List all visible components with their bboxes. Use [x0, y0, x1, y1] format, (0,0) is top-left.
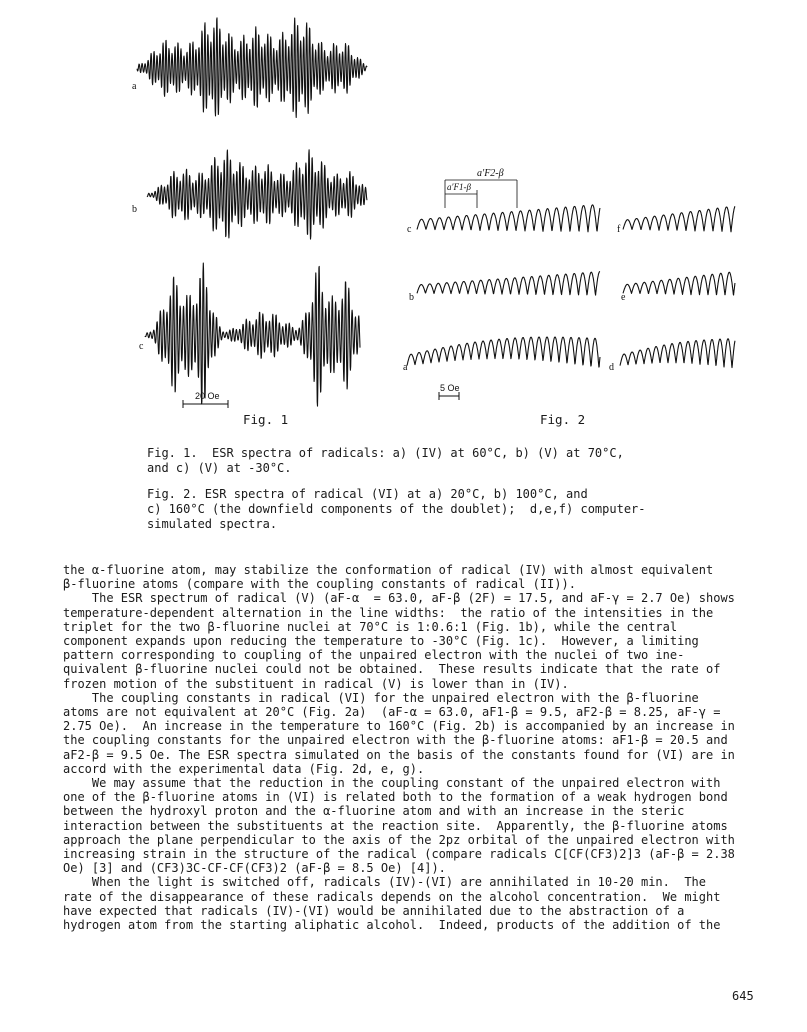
fig2-spectrum-e: [623, 272, 735, 295]
body-line: accord with the experimental data (Fig. 2d, e, g).: [63, 761, 425, 776]
fig1-spectrum-a: [137, 18, 367, 118]
body-line: pattern corresponding to coupling of the unpaired electron with the nuclei of two ine-: [63, 648, 685, 663]
fig2-panel-label-d: d: [609, 362, 614, 373]
fig2-scale-bar: [439, 383, 460, 400]
body-line: atoms are not equivalent at 20°C (Fig. 2a) (aF-α = 63.0, aF1-β = 9.5, aF2-β = 8.25, aF-γ =: [63, 705, 721, 720]
body-line: between the hydroxyl proton and the α-fluorine atom and with an increase in the steric: [63, 804, 685, 819]
body-line: hydrogen atom from the starting aliphatic alcohol. Indeed, products of the addition of the: [63, 918, 721, 933]
body-line: 2.75 Oe). An increase in the temperature to 160°C (Fig. 2b) is accompanied by an increase in: [63, 719, 735, 734]
fig1-panel-label-c: c: [139, 341, 144, 352]
body-line: interaction between the substituents at the reaction site. Apparently, the β-fluorine atoms: [63, 818, 728, 833]
body-line: one of the β-fluorine atoms in (VI) is related both to the formation of a weak hydrogen bond: [63, 790, 728, 805]
body-line: The coupling constants in radical (VI) for the unpaired electron with the β-fluorine: [63, 690, 699, 705]
body-line: rate of the disappearance of these radicals depends on the alcohol concentration. We might: [63, 889, 721, 904]
fig2-annotation-f1: a′F1-β: [447, 182, 471, 192]
fig2-spectrum-c: [417, 205, 600, 232]
body-line: the α-fluorine atom, may stabilize the conformation of radical (IV) with almost equivalent: [63, 563, 714, 577]
body-line: Oe) [3] and (CF3)3C-CF-CF(CF3)2 (aF-β = 8.5 Oe) [4]).: [63, 861, 446, 876]
fig1-panel-label-a: a: [132, 81, 137, 92]
fig2-annotation-f2: a′F2-β: [477, 168, 504, 179]
fig2-spectrum-f: [623, 206, 735, 232]
fig2-panel-label-a: a: [403, 362, 408, 373]
body-line: the coupling constants for the unpaired electron with the β-fluorine atoms: aF1-β = 20.5 and: [63, 733, 728, 748]
body-line: temperature-dependent alternation in the line widths: the ratio of the intensities in the: [63, 605, 714, 620]
fig1-label: Fig. 1: [243, 412, 289, 427]
fig1-spectrum-c: [145, 263, 360, 406]
figure-1: [125, 10, 395, 410]
figure-2: [395, 160, 740, 405]
fig2-spectrum-a: [407, 337, 600, 367]
body-line: approach the plane perpendicular to the axis of the 2pz orbital of the unpaired electron with: [63, 832, 735, 847]
body-line: We may assume that the reduction in the coupling constant of the unpaired electron with: [63, 776, 721, 791]
body-line: aF2-β = 9.5 Oe. The ESR spectra simulated on the basis of the constants found for (VI) are in: [63, 747, 735, 762]
fig1-scale-label: 20 Oe: [195, 391, 220, 401]
fig2-label: Fig. 2: [540, 412, 586, 427]
fig1-panel-label-b: b: [132, 204, 137, 215]
body-line: triplet for the two β-fluorine nuclei at 70°C is 1:0.6:1 (Fig. 1b), while the central: [63, 619, 678, 634]
fig2-panel-label-f: f: [617, 224, 621, 235]
fig1-spectrum-b: [147, 150, 367, 239]
fig2-panel-label-c: c: [407, 224, 412, 235]
body-line: frozen motion of the substituent in radical (V) is lower than in (IV).: [63, 676, 569, 691]
fig2-panel-label-e: e: [621, 292, 626, 303]
body-line: When the light is switched off, radicals (IV)-(VI) are annihilated in 10-20 min. The: [63, 875, 706, 890]
body-line: The ESR spectrum of radical (V) (aF-α = 63.0, aF-β (2F) = 17.5, and aF-γ = 2.7 Oe) shows: [63, 591, 735, 606]
fig2-coupling-annotation: [445, 168, 517, 208]
fig1-scale-bar: [183, 391, 228, 408]
fig1-caption: Fig. 1. ESR spectra of radicals: a) (IV) at 60°C, b) (V) at 70°C, and c) (V) at -30°C.: [147, 446, 624, 475]
body-text: [63, 563, 763, 932]
body-line: have expected that radicals (IV)-(VI) would be annihilated due to the abstraction of a: [63, 903, 685, 918]
page-number: 645: [732, 989, 754, 1003]
fig2-spectrum-d: [620, 339, 735, 368]
body-line: β-fluorine atoms (compare with the coupling constants of radical (II)).: [63, 577, 576, 592]
fig2-scale-label: 5 Oe: [440, 383, 460, 393]
body-line: increasing strain in the structure of the radical (compare radicals C[CF(CF3)2]3 (aF-β = 2.38: [63, 847, 735, 862]
fig2-caption: Fig. 2. ESR spectra of radical (VI) at a) 20°C, b) 100°C, and c) 160°C (the downfield components of the doublet); d,e,f) computer- simulated spectra.: [147, 487, 646, 531]
body-line: component expands upon reducing the temperature to -30°C (Fig. 1c). However, a limiting: [63, 634, 699, 649]
fig2-panel-label-b: b: [409, 292, 414, 303]
fig2-spectrum-b: [417, 272, 600, 296]
body-line: quivalent β-fluorine nuclei could not be obtained. These results indicate that the rate of: [63, 662, 721, 677]
